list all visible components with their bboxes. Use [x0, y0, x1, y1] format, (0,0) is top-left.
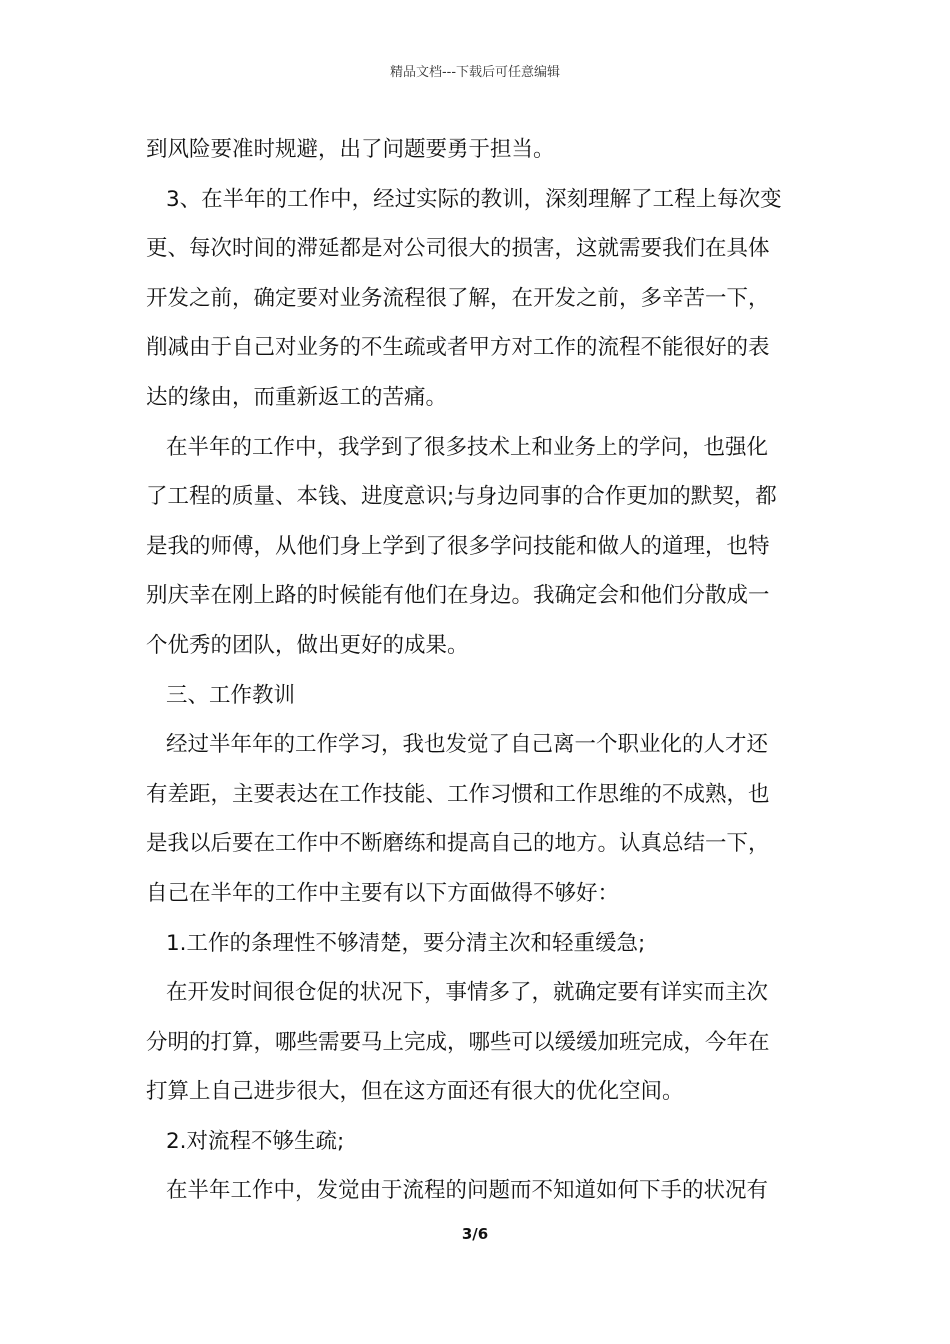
list-item: 1.工作的条理性不够清楚，要分清主次和轻重缓急; [166, 930, 646, 956]
text-line: 个优秀的团队，做出更好的成果。 [146, 632, 469, 658]
list-item: 2.对流程不够生疏; [166, 1128, 345, 1154]
page-number [0, 1224, 950, 1244]
text-line: 是我的师傅，从他们身上学到了很多学问技能和做人的道理，也特 [146, 533, 770, 559]
text-line: 到风险要准时规避，出了问题要勇于担当。 [146, 137, 555, 162]
text-line: 3、在半年的工作中，经过实际的教训，深刻理解了工程上每次变 [166, 186, 782, 212]
text-line: 达的缘由，而重新返工的苦痛。 [146, 384, 448, 410]
page-total: 6 [477, 1225, 489, 1243]
document-body [146, 125, 810, 1216]
text-line: 削减由于自己对业务的不生疏或者甲方对工作的流程不能很好的表 [146, 335, 770, 361]
text-line: 别庆幸在刚上路的时候能有他们在身边。我确定会和他们分散成一 [146, 583, 770, 609]
page-current: 3 [461, 1225, 473, 1243]
text-line: 开发之前，确定要对业务流程很了解，在开发之前，多辛苦一下， [146, 285, 770, 311]
text-line: 了工程的质量、本钱、进度意识;与身边同事的合作更加的默契，都 [146, 484, 777, 510]
text-line: 自己在半年的工作中主要有以下方面做得不够好： [146, 880, 620, 906]
text-line: 在半年的工作中，我学到了很多技术上和业务上的学问，也强化 [166, 434, 769, 460]
text-line: 是我以后要在工作中不断磨练和提高自己的地方。认真总结一下， [146, 831, 770, 857]
text-line: 打算上自己进步很大，但在这方面还有很大的优化空间。 [146, 1079, 684, 1105]
page-header [0, 64, 950, 82]
text-line: 分明的打算，哪些需要马上完成，哪些可以缓缓加班完成，今年在 [146, 1029, 770, 1055]
page-separator: / [472, 1225, 478, 1243]
header-text: 精品文档---下载后可任意编辑 [389, 65, 561, 80]
text-line: 更、每次时间的滞延都是对公司很大的损害，这就需要我们在具体 [146, 236, 770, 262]
text-line: 在开发时间很仓促的状况下，事情多了，就确定要有详实而主次 [166, 980, 769, 1006]
text-line: 在半年工作中，发觉由于流程的问题而不知道如何下手的状况有 [166, 1178, 769, 1204]
text-line: 有差距，主要表达在工作技能、工作习惯和工作思维的不成熟，也 [146, 781, 770, 807]
text-line: 经过半年年的工作学习，我也发觉了自己离一个职业化的人才还 [166, 732, 769, 758]
section-heading: 三、工作教训 [166, 682, 296, 708]
